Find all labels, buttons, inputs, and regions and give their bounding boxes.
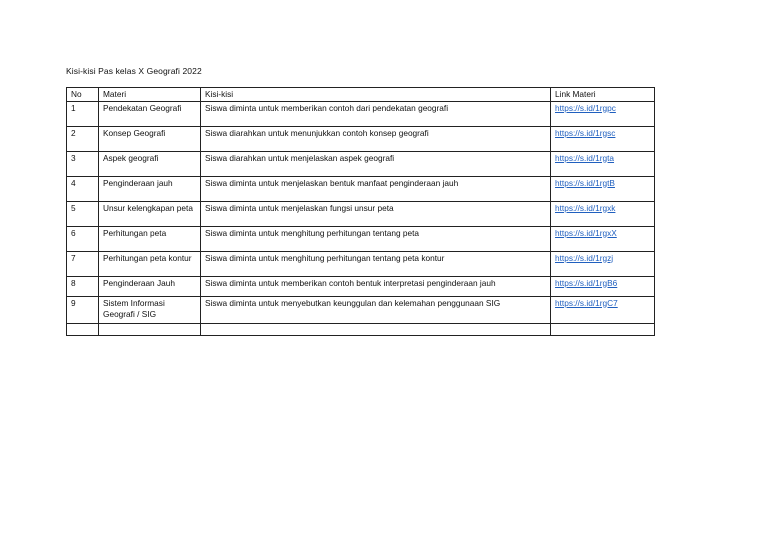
row-no: 9 — [67, 296, 99, 323]
row-kisi-kisi: Siswa diminta untuk menghitung perhitungan tentang peta — [201, 226, 551, 251]
table-row — [67, 296, 655, 323]
row-link-materi — [551, 251, 655, 276]
table-row — [67, 101, 655, 126]
row-materi: Perhitungan peta kontur — [99, 251, 201, 276]
row-kisi-kisi: Siswa diarahkan untuk menunjukkan contoh konsep geografi — [201, 126, 551, 151]
row-no — [67, 323, 99, 335]
header-no: No — [67, 88, 99, 102]
row-link-materi — [551, 176, 655, 201]
row-no: 7 — [67, 251, 99, 276]
table-row — [67, 126, 655, 151]
row-no: 1 — [67, 101, 99, 126]
materi-link[interactable]: https://s.id/1rgta — [555, 152, 615, 163]
materi-link[interactable]: https://s.id/1rgtB — [555, 177, 615, 188]
row-link-materi — [551, 323, 655, 335]
materi-link[interactable]: https://s.id/1rgB6 — [555, 277, 618, 288]
materi-link[interactable]: https://s.id/1rgzj — [555, 252, 614, 263]
header-materi: Materi — [99, 88, 201, 102]
row-materi: Sistem Informasi Geografi / SIG — [99, 296, 201, 323]
row-kisi-kisi: Siswa diminta untuk memberikan contoh dari pendekatan geografi — [201, 101, 551, 126]
row-no: 2 — [67, 126, 99, 151]
row-kisi-kisi: Siswa diminta untuk menyebutkan keunggulan dan kelemahan penggunaan SIG — [201, 296, 551, 323]
row-kisi-kisi — [201, 323, 551, 335]
row-link-materi — [551, 126, 655, 151]
row-link-materi — [551, 151, 655, 176]
row-link-materi — [551, 296, 655, 323]
materi-link[interactable]: https://s.id/1rgC7 — [555, 297, 618, 308]
table-row — [67, 226, 655, 251]
materi-link[interactable]: https://s.id/1rgxk — [555, 202, 616, 213]
table-row — [67, 276, 655, 296]
row-link-materi — [551, 101, 655, 126]
row-no: 6 — [67, 226, 99, 251]
row-link-materi — [551, 226, 655, 251]
kisi-kisi-table — [66, 87, 655, 336]
row-materi — [99, 323, 201, 335]
row-no: 5 — [67, 201, 99, 226]
table-row — [67, 323, 655, 335]
row-link-materi — [551, 276, 655, 296]
row-materi: Unsur kelengkapan peta — [99, 201, 201, 226]
table-row — [67, 251, 655, 276]
row-materi: Perhitungan peta — [99, 226, 201, 251]
materi-link[interactable]: https://s.id/1rgpc — [555, 102, 616, 113]
header-link-materi: Link Materi — [551, 88, 655, 102]
materi-link[interactable]: https://s.id/1rgxX — [555, 227, 617, 238]
table-row — [67, 201, 655, 226]
row-link-materi — [551, 201, 655, 226]
table-row — [67, 151, 655, 176]
row-kisi-kisi: Siswa diarahkan untuk menjelaskan aspek geografi — [201, 151, 551, 176]
row-materi: Aspek geografi — [99, 151, 201, 176]
row-materi: Penginderaan jauh — [99, 176, 201, 201]
document-title: Kisi-kisi Pas kelas X Geografi 2022 — [66, 66, 202, 76]
materi-link[interactable]: https://s.id/1rgsc — [555, 127, 616, 138]
row-kisi-kisi: Siswa diminta untuk menjelaskan fungsi unsur peta — [201, 201, 551, 226]
row-materi: Penginderaan Jauh — [99, 276, 201, 296]
row-no: 4 — [67, 176, 99, 201]
row-kisi-kisi: Siswa diminta untuk menghitung perhitungan tentang peta kontur — [201, 251, 551, 276]
row-materi: Konsep Geografi — [99, 126, 201, 151]
header-kisi-kisi: Kisi-kisi — [201, 88, 551, 102]
row-kisi-kisi: Siswa diminta untuk memberikan contoh bentuk interpretasi penginderaan jauh — [201, 276, 551, 296]
row-materi: Pendekatan Geografi — [99, 101, 201, 126]
table-row — [67, 176, 655, 201]
row-kisi-kisi: Siswa diminta untuk menjelaskan bentuk manfaat penginderaan jauh — [201, 176, 551, 201]
row-no: 8 — [67, 276, 99, 296]
row-no: 3 — [67, 151, 99, 176]
table-header-row — [67, 88, 655, 102]
